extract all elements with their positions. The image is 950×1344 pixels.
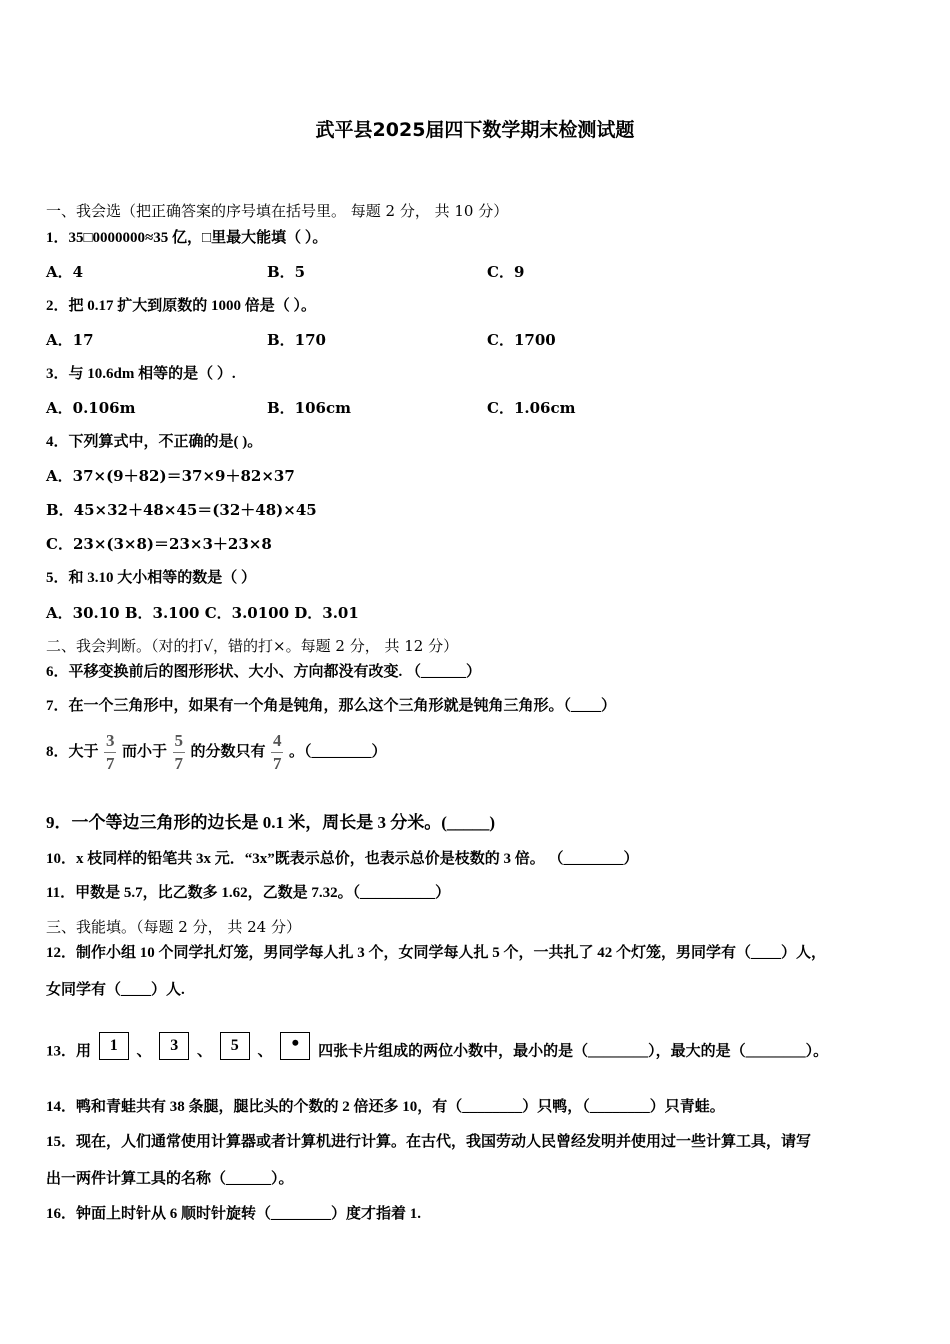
question-6: 6．平移变换前后的图形形状、大小、方向都没有改变. （______） (46, 664, 482, 680)
question-5: 5．和 3.10 大小相等的数是（ ） (46, 570, 257, 586)
number-card-5: 5 (220, 1032, 250, 1060)
q3-option-c: C．1.06cm (487, 399, 576, 417)
q8-mid: 而小于 (122, 744, 168, 760)
separator: 、 (136, 1043, 152, 1060)
question-1: 1．35□0000000≈35 亿，□里最大能填（ ）。 (46, 230, 328, 246)
q3-option-b: B．106cm (267, 399, 351, 417)
question-4: 4．下列算式中，不正确的是( )。 (46, 434, 263, 450)
q13-prefix: 13．用 (46, 1043, 92, 1060)
page-title: 武平县2025届四下数学期末检测试题 (315, 119, 635, 141)
question-12-line-2: 女同学有（____）人. (46, 982, 185, 998)
q1-option-b: B．5 (267, 263, 306, 281)
number-card-3: 3 (159, 1032, 189, 1060)
question-16: 16．钟面上时针从 6 顺时针旋转（________）度才指着 1. (46, 1206, 422, 1222)
q13-suffix: 四张卡片组成的两位小数中，最小的是（________），最大的是（________）。 (318, 1043, 829, 1060)
q5-options: A．30.10 B．3.100 C．3.0100 D．3.01 (46, 604, 359, 622)
number-card-1: 1 (99, 1032, 129, 1060)
section-3-heading: 三、我能填。（每题 2 分， 共 24 分） (46, 918, 301, 936)
question-15-line-1: 15．现在，人们通常使用计算器或者计算机进行计算。在古代，我国劳动人民曾经发明并使用过一些计算工具，请写 (46, 1134, 812, 1150)
q8-suffix: 。（________） (289, 744, 387, 760)
question-8 (46, 729, 387, 775)
q1-option-c: C．9 (487, 263, 525, 281)
q2-option-b: B．170 (267, 331, 326, 349)
fraction-numerator: 3 (106, 731, 115, 751)
q8-prefix: 8．大于 (46, 744, 99, 760)
q4-option-c: C．23×(3×8)＝23×3＋23×8 (46, 535, 272, 553)
question-10: 10．x 枝同样的铅笔共 3x 元．“3x”既表示总价，也表示总价是枝数的 3 倍。 （________） (46, 851, 639, 867)
fraction-4-7 (271, 731, 283, 774)
q4-option-b: B．45×32＋48×45＝(32＋48)×45 (46, 501, 317, 519)
section-1-heading: 一、我会选（把正确答案的序号填在括号里。 每题 2 分， 共 10 分） (46, 202, 509, 220)
section-2-heading: 二、我会判断。（对的打√，错的打×。每题 2 分， 共 12 分） (46, 637, 459, 655)
fraction-denominator: 7 (273, 754, 282, 774)
question-9: 9．一个等边三角形的边长是 0.1 米，周长是 3 分米。(_____) (46, 813, 496, 832)
question-3: 3．与 10.6dm 相等的是（ ）. (46, 366, 236, 382)
question-13 (46, 1030, 829, 1066)
fraction-denominator: 7 (174, 754, 184, 774)
fraction-5-7 (173, 731, 185, 774)
q2-option-c: C．1700 (487, 331, 556, 349)
question-11: 11．甲数是 5.7，比乙数多 1.62，乙数是 7.32。（__________） (46, 885, 451, 901)
decimal-point-card: • (280, 1032, 310, 1060)
fraction-denominator: 7 (106, 754, 115, 774)
q4-option-a: A．37×(9＋82)＝37×9＋82×37 (46, 467, 295, 485)
question-7: 7．在一个三角形中，如果有一个角是钝角，那么这个三角形就是钝角三角形。（____） (46, 698, 617, 714)
fraction-numerator: 4 (273, 731, 282, 751)
question-15-line-2: 出一两件计算工具的名称（______）。 (46, 1171, 294, 1187)
q8-mid2: 的分数只有 (190, 744, 266, 760)
q2-option-a: A．17 (46, 331, 94, 349)
question-12-line-1: 12．制作小组 10 个同学扎灯笼，男同学每人扎 3 个，女同学每人扎 5 个，一共扎了 42 个灯笼，男同学有（____）人， (46, 945, 827, 961)
separator: 、 (257, 1043, 273, 1060)
question-2: 2．把 0.17 扩大到原数的 1000 倍是（ ）。 (46, 298, 317, 314)
fraction-numerator: 5 (174, 731, 184, 751)
q3-option-a: A．0.106m (46, 399, 136, 417)
separator: 、 (197, 1043, 213, 1060)
fraction-3-7 (104, 731, 116, 774)
question-14: 14．鸭和青蛙共有 38 条腿，腿比头的个数的 2 倍还多 10，有（________）只鸭，（________）只青蛙。 (46, 1099, 725, 1115)
q1-option-a: A．4 (46, 263, 84, 281)
